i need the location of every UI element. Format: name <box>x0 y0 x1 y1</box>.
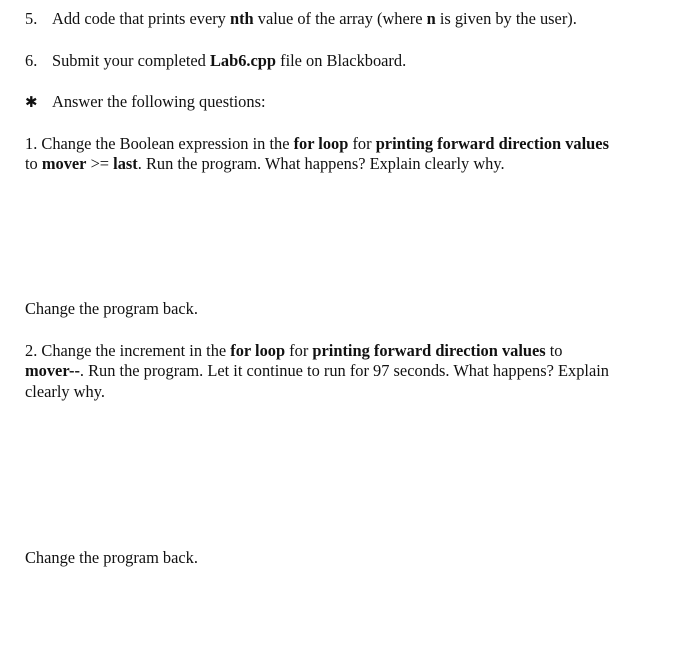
text: . Run the program. What happens? Explain clearly why. <box>137 154 505 173</box>
question-2-line-2 <box>25 361 609 381</box>
change-back-note-1: Change the program back. <box>25 299 198 318</box>
asterisk-bullet-icon: ✱ <box>25 95 38 111</box>
bold-term: for loop <box>230 341 286 360</box>
text: is given by the user). <box>435 9 577 28</box>
bold-term: printing forward direction values <box>375 134 609 153</box>
text: file on Blackboard. <box>276 51 407 70</box>
bold-term: printing forward direction values <box>312 341 546 360</box>
text: for <box>348 134 376 153</box>
header-text: Answer the following questions: <box>52 92 266 111</box>
bold-term: n <box>426 9 436 28</box>
filename: Lab6.cpp <box>209 51 277 70</box>
item-number: 5. <box>25 9 38 28</box>
text: 2. Change the increment in the <box>25 341 231 360</box>
instruction-item-6 <box>25 51 406 71</box>
bold-term: mover <box>41 154 87 173</box>
text: value of the array (where <box>253 9 427 28</box>
bold-term: nth <box>229 9 254 28</box>
text: Submit your completed <box>52 51 210 70</box>
question-2-line-1 <box>25 341 563 361</box>
text: >= <box>86 154 114 173</box>
question-1-line-2 <box>25 154 505 174</box>
item-number: 6. <box>25 51 38 70</box>
text: to <box>25 154 42 173</box>
change-back-note-2: Change the program back. <box>25 548 198 567</box>
text: Add code that prints every <box>52 9 230 28</box>
answer-questions-header <box>25 92 266 113</box>
instruction-item-5 <box>25 9 577 29</box>
text: 1. Change the Boolean expression in the <box>25 134 294 153</box>
bold-term: mover-- <box>25 361 80 380</box>
question-2-line-3: clearly why. <box>25 382 105 401</box>
text: . Run the program. Let it continue to run for 97 seconds. What happens? Explain <box>79 361 609 380</box>
text: to <box>545 341 563 360</box>
bold-term: last <box>113 154 138 173</box>
bold-term: for loop <box>293 134 349 153</box>
text: for <box>285 341 313 360</box>
question-1-line-1 <box>25 134 609 154</box>
